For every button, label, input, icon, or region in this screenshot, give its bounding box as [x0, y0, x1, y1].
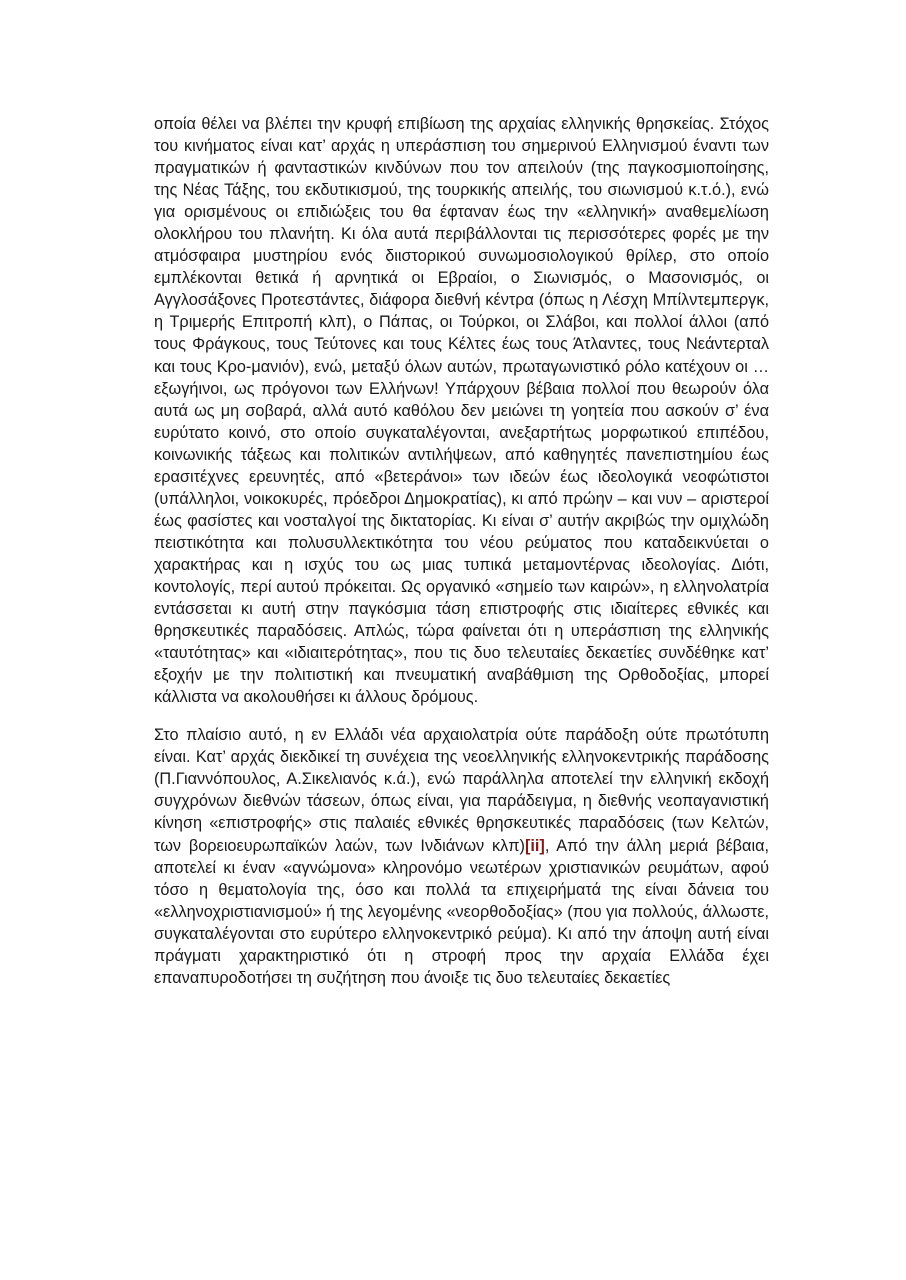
paragraph-2-text-before: Στο πλαίσιο αυτό, η εν Ελλάδι νέα αρχαιολατρία ούτε παράδοξη ούτε πρωτότυπη είναι. Κατ’ αρχάς διεκδικεί τη συνέχεια της νεοελληνικής ελληνοκεντρικής παράδοσης (Π.Γιαννόπουλος, Α.Σικελιανός κ.ά.), ενώ παράλληλα αποτελεί την ελληνική εκδοχή συγχρόνων διεθνών τάσεων, όπως είναι, για παράδειγμα, η διεθνής νεοπαγανιστική κίνηση «επιστροφής» στις παλαιές εθνικές θρησκευτικές παραδόσεις (των Κελτών, των βορειοευρωπαϊκών λαών, των Ινδιάνων κλπ) — [154, 726, 769, 855]
paragraph-2-text-after: , Από την άλλη μεριά βέβαια, αποτελεί κι έναν «αγνώμονα» κληρονόμο νεωτέρων χριστιανικών ρευμάτων, αφού τόσο η θεματολογία της, όσο και πολλά τα επιχειρήματά της είναι δάνεια του «ελληνοχριστιανισμού» ή της λεγομένης «νεορθοδοξίας» (που για πολλούς, άλλωστε, συγκαταλέγονται στο ευρύτερο ελληνοκεντρικό ρεύμα). Κι από την άποψη αυτή είναι πράγματι χαρακτηριστικό ότι η στροφή προς την αρχαία Ελλάδα έχει επαναπυροδοτήσει τη συζήτηση που άνοιξε τις δυο τελευταίες δεκαετίες — [154, 836, 770, 987]
footnote-reference-link[interactable]: [ii] — [524, 836, 545, 855]
paragraph-1 — [154, 113, 769, 708]
paragraph-1-text: οποία θέλει να βλέπει την κρυφή επιβίωση της αρχαίας ελληνικής θρησκείας. Στόχος του κινήματος είναι κατ’ αρχάς η υπεράσπιση του σημερινού Ελληνισμού έναντι των πραγματικών ή φανταστικών κινδύνων που τον απειλούν (της παγκοσμιοποίησης, της Νέας Τάξης, του εκδυτικισμού, της τουρκικής απειλής, του σιωνισμού κ.τ.ό.), ενώ για ορισμένους οι επιδιώξεις του θα έφταναν έως την «ελληνική» αναθεμελίωση ολοκλήρου του πλανήτη. Κι όλα αυτά περιβάλλονται τις περισσότερες φορές με την ατμόσφαιρα μυστηρίου ενός διιστορικού συνωμοσιολογικού θρίλερ, στο οποίο εμπλέκονται θετικά ή αρνητικά οι Εβραίοι, ο Σιωνισμός, ο Μασονισμός, οι Αγγλοσάξονες Προτεστάντες, διάφορα διεθνή κέντρα (όπως η Λέσχη Μπίλντεμπεργκ, η Τριμερής Επιτροπή κλπ), ο Πάπας, οι Τούρκοι, οι Σλάβοι, και πολλοί άλλοι (από τους Φράγκους, τους Τεύτονες και τους Κέλτες έως τους Άτλαντες, τους Νεάντερταλ και τους Κρο-μανιόν), ενώ, μεταξύ όλων αυτών, πρωταγωνιστικό ρόλο κατέχουν οι …εξωγήινοι, ως πρόγονοι των Ελλήνων! Υπάρχουν βέβαια πολλοί που θεωρούν όλα αυτά ως μη σοβαρά, αλλά αυτό καθόλου δεν μειώνει τη γοητεία που ασκούν σ’ ένα ευρύτατο κοινό, στο οποίο συγκαταλέγονται, ανεξαρτήτως μορφωτικού επιπέδου, κοινωνικής τάξεως και πολιτικών αντιλήψεων, από καθηγητές πανεπιστημίου έως ερασιτέχνες ερευνητές, από «βετεράνοι» των ιδεών έως ιδεολογικά νεοφώτιστοι (υπάλληλοι, νοικοκυρές, πρόεδροι Δημοκρατίας), κι από πρώην – και νυν – αριστεροί έως φασίστες και νοσταλγοί της δικτατορίας. Κι είναι σ’ αυτήν ακριβώς την ομιχλώδη πειστικότητα και πολυσυλλεκτικότητα του νέου ρεύματος που καταδεικνύεται ο χαρακτήρας και η ισχύς του ως μιας τυπικά μεταμοντέρνας ιδεολογίας. Διότι, κοντολογίς, περί αυτού πρόκειται. Ως οργανικό «σημείο των καιρών», η ελληνολατρία εντάσσεται κι αυτή στην παγκόσμια τάση επιστροφής στις ιδιαίτερες εθνικές και θρησκευτικές παραδόσεις. Απλώς, τώρα φαίνεται ότι η υπεράσπιση της ελληνικής «ταυτότητας» και «ιδιαιτερότητας», που τις δυο τελευταίες δεκαετίες συνδέθηκε κατ’ εξοχήν με την πολιτιστική και πνευματική αναβάθμιση της Ορθοδοξίας, μπορεί κάλλιστα να ακολουθήσει κι άλλους δρόμους. — [154, 115, 769, 707]
paragraph-2 — [154, 724, 769, 989]
document-page — [154, 113, 769, 989]
